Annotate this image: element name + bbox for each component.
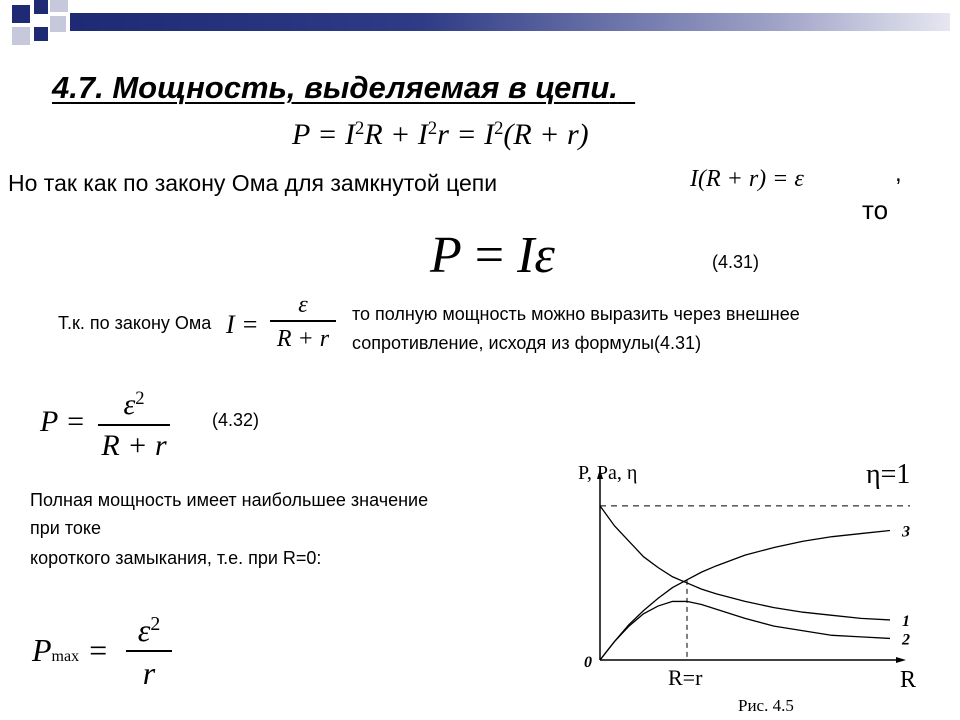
header-square	[34, 27, 48, 41]
x-marker-label: R=r	[668, 665, 703, 690]
slide-title: 4.7. Мощность, выделяемая в цепи.	[52, 70, 618, 105]
x-axis-arrow	[896, 657, 906, 663]
eta-limit-label: η=1	[866, 459, 911, 490]
pmax-lhs: Pmax =	[32, 632, 109, 668]
power-efficiency-chart	[570, 455, 960, 720]
series-3-label: 3	[902, 523, 910, 541]
max-power-text-1: Полная мощность имеет наибольшее значение	[30, 490, 429, 510]
pmax-fraction	[126, 604, 172, 694]
ohm-fraction	[270, 290, 336, 356]
power-numerator: $\varepsilon^2$	[123, 388, 145, 422]
power-denominator: R + r	[101, 429, 167, 463]
max-power-text-3: короткого замыкания, т.е. при R=0:	[30, 548, 322, 568]
p-ie-equation: P = Iε	[430, 227, 555, 284]
x-axis-label: R	[900, 667, 917, 693]
header-square	[50, 16, 66, 32]
header-square	[34, 0, 48, 14]
ohm-lhs: I =	[226, 310, 259, 339]
express-text-1: то полную мощность можно выразить через внешнее	[352, 304, 800, 324]
pmax-numerator: $\varepsilon^2$	[137, 611, 161, 648]
series-3-curve	[600, 531, 890, 661]
equation-number-432: (4.32)	[212, 410, 260, 430]
y-axis-label: P, Pa, η	[578, 462, 638, 484]
p-lhs: P =	[40, 405, 86, 438]
series-2-label: 2	[902, 631, 910, 649]
ohm-closed-circuit-equation: I(R + r) = ε	[690, 166, 804, 192]
equation-number-431: (4.31)	[712, 252, 760, 272]
comma: ,	[895, 160, 902, 187]
figure-caption: Рис. 4.5	[738, 696, 794, 715]
ohm-numerator: ε	[298, 292, 308, 318]
header-bar	[70, 13, 950, 31]
origin-label: 0	[584, 654, 592, 671]
header-square	[50, 0, 68, 12]
then-word: то	[862, 195, 889, 225]
series-1-curve	[600, 506, 890, 620]
tk-ohm-text: Т.к. по закону Ома	[58, 313, 212, 333]
series-1-label: 1	[902, 612, 910, 630]
max-power-text-2: при токе	[30, 518, 101, 538]
power-fraction	[98, 380, 170, 466]
ohm-closed-circuit-text: Но так как по закону Ома для замкнутой цепи	[8, 170, 498, 196]
header-square	[12, 27, 30, 45]
power-sum-equation: $P = I^2R + I^2r = I^2(R + r)$	[292, 118, 589, 152]
ohm-denominator: R + r	[276, 326, 330, 352]
pmax-denominator: r	[142, 654, 156, 691]
header-square	[12, 5, 30, 23]
express-text-2: сопротивление, исходя из формулы(4.31)	[352, 333, 702, 353]
